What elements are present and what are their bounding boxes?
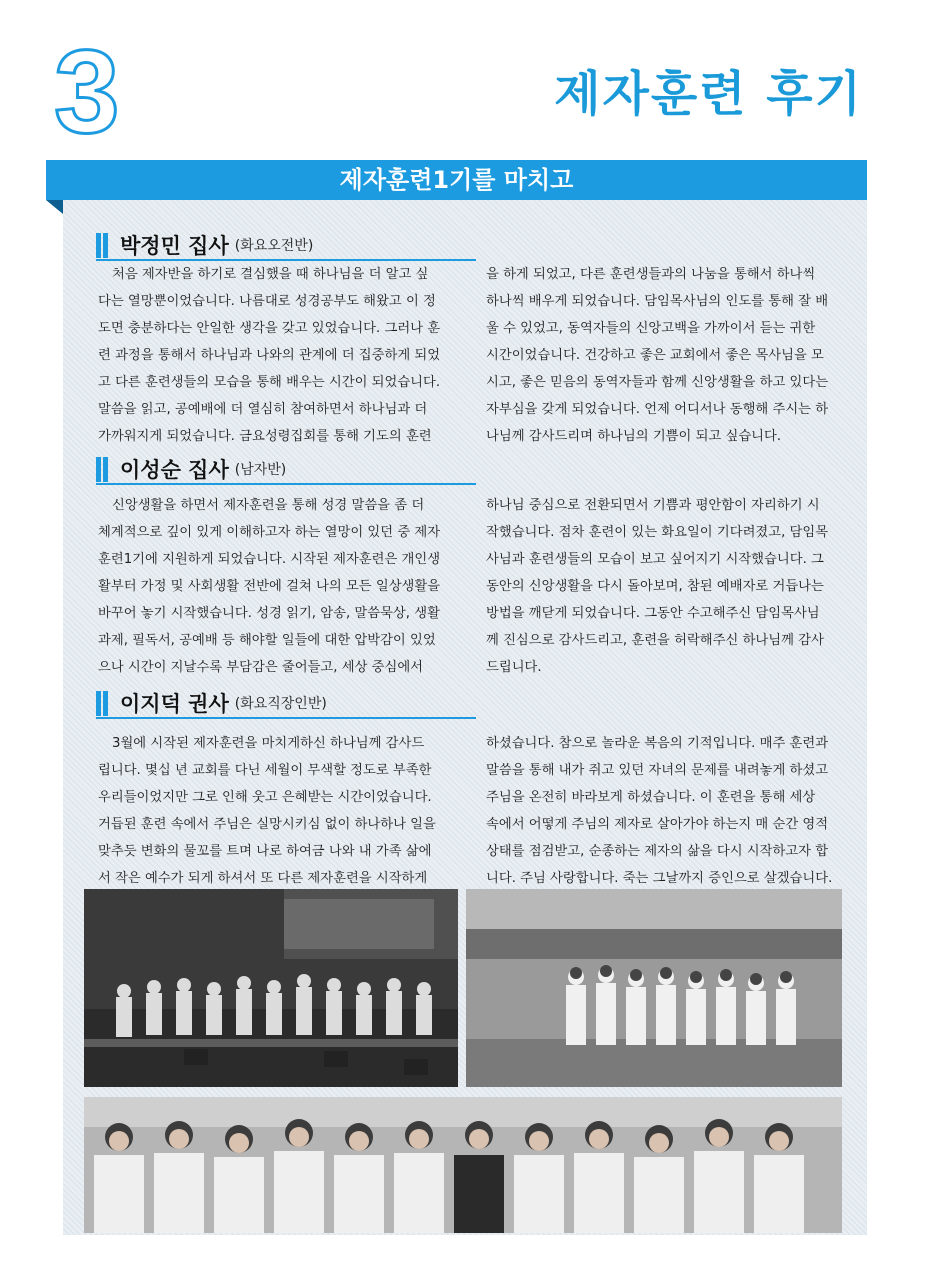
author-name: 이지덕 권사: [120, 692, 229, 716]
author-name: 이성순 집사: [120, 458, 229, 482]
text-line: 우리들이었지만 그로 인해 웃고 은혜받는 시간이었습니다.: [98, 790, 432, 805]
text-line: 처음 제자반을 하기로 결심했을 때 하나님을 더 알고 싶: [112, 267, 429, 282]
text-line: 도면 충분하다는 안일한 생각을 갖고 있었습니다. 그러나 훈: [98, 321, 441, 336]
section-header-2: [96, 454, 286, 484]
section-3-left-column: [98, 730, 458, 892]
text-line: 께 진심으로 감사드리고, 훈련을 허락해주신 하나님께 감사: [486, 633, 824, 648]
section-marker: [103, 457, 108, 482]
section-1-right-column: [486, 261, 846, 450]
text-line: 동안의 신앙생활을 다시 돌아보며, 참된 예배자로 거듭나는: [486, 579, 824, 594]
section-marker: [96, 691, 101, 716]
text-line: 활부터 가정 및 사회생활 전반에 걸쳐 나의 모든 일상생활을: [98, 579, 441, 594]
author-group: (화요오전반): [234, 238, 314, 254]
section-underline: [96, 717, 476, 719]
photo-stage-group: [84, 889, 458, 1087]
text-line: 고 다른 훈련생들의 모습을 통해 배우는 시간이 되었습니다.: [98, 375, 441, 390]
section-3-right-column: [486, 730, 846, 892]
section-marker: [96, 457, 101, 482]
author-group: (화요직장인반): [234, 696, 327, 712]
section-2-left-column: [98, 492, 458, 681]
text-line: 시고, 좋은 믿음의 동역자들과 함께 신앙생활을 하고 있다는: [486, 375, 829, 390]
section-header-1: [96, 230, 313, 260]
text-line: 주님을 온전히 바라보게 하셨습니다. 이 훈련을 통해 세상: [486, 790, 816, 805]
page-title: 제자훈련 후기: [554, 66, 863, 122]
text-line: 립니다. 몇십 년 교회를 다닌 세월이 무색할 정도로 부족한: [98, 763, 432, 778]
section-marker: [96, 233, 101, 258]
section-header-3: [96, 688, 327, 718]
section-marker: [103, 233, 108, 258]
text-line: 말씀을 통해 내가 쥐고 있던 자녀의 문제를 내려놓게 하셨고: [486, 763, 829, 778]
text-line: 맞추듯 변화의 물꼬를 트며 나로 하여금 나와 내 가족 삶에: [98, 844, 432, 859]
text-line: 시간이었습니다. 건강하고 좋은 교회에서 좋은 목사님을 모: [486, 348, 824, 363]
page-number-3: [52, 40, 132, 138]
svg-text:3: 3: [54, 40, 120, 138]
text-line: 훈련1기에 지원하게 되었습니다. 시작된 제자훈련은 개인생: [98, 552, 441, 567]
photo-group-portrait: [84, 1097, 842, 1233]
text-line: 을 하게 되었고, 다른 훈련생들과의 나눔을 통해서 하나씩: [486, 267, 816, 282]
section-2-right-column: [486, 492, 846, 681]
text-line: 바꾸어 놓기 시작했습니다. 성경 읽기, 암송, 말씀묵상, 생활: [98, 606, 440, 621]
text-line: 작했습니다. 점차 훈련이 있는 화요일이 기다려졌고, 담임목: [486, 525, 829, 540]
banner-title: 제자훈련1기를 마치고: [46, 160, 867, 200]
text-line: 상태를 점검받고, 순종하는 제자의 삶을 다시 시작하고자 합: [486, 844, 829, 859]
text-line: 가까워지게 되었습니다. 금요성령집회를 통해 기도의 훈련: [98, 429, 432, 444]
text-line: 자부심을 갖게 되었습니다. 언제 어디서나 동행해 주시는 하: [486, 402, 829, 417]
text-line: 나님께 감사드리며 하나님의 기쁨이 되고 싶습니다.: [486, 429, 782, 444]
author-group: (남자반): [234, 462, 287, 478]
text-line: 련 과정을 통해서 하나님과 나와의 관계에 더 집중하게 되었: [98, 348, 441, 363]
section-marker: [103, 691, 108, 716]
text-line: 과제, 필독서, 공예배 등 해야할 일들에 대한 압박감이 있었: [98, 633, 436, 648]
text-line: 서 작은 예수가 되게 하셔서 또 다른 제자훈련을 시작하게: [98, 871, 428, 886]
text-line: 드립니다.: [486, 660, 542, 675]
text-line: 하나씩 배우게 되었습니다. 담임목사님의 인도를 통해 잘 배: [486, 294, 829, 309]
text-line: 3월에 시작된 제자훈련을 마치게하신 하나님께 감사드: [112, 736, 425, 751]
photo-choir: [466, 889, 842, 1087]
text-line: 신앙생활을 하면서 제자훈련을 통해 성경 말씀을 좀 더: [112, 498, 425, 513]
text-line: 거듭된 훈련 속에서 주님은 실망시키심 없이 하나하나 일을: [98, 817, 436, 832]
text-line: 하셨습니다. 참으로 놀라운 복음의 기적입니다. 매주 훈련과: [486, 736, 829, 751]
text-line: 울 수 있었고, 동역자들의 신앙고백을 가까이서 듣는 귀한: [486, 321, 816, 336]
banner-fold: [46, 200, 63, 214]
text-line: 하나님 중심으로 전환되면서 기쁨과 평안함이 자리하기 시: [486, 498, 820, 513]
text-line: 체계적으로 깊이 있게 이해하고자 하는 열망이 있던 중 제자: [98, 525, 441, 540]
text-line: 니다. 주님 사랑합니다. 죽는 그날까지 증인으로 살겠습니다.: [486, 871, 833, 886]
author-name: 박정민 집사: [120, 234, 229, 258]
section-underline: [96, 483, 476, 485]
text-line: 방법을 깨닫게 되었습니다. 그동안 수고해주신 담임목사님: [486, 606, 820, 621]
text-line: 사님과 훈련생들의 모습이 보고 싶어지기 시작했습니다. 그: [486, 552, 824, 567]
section-1-left-column: [98, 261, 458, 450]
text-line: 속에서 어떻게 주님의 제자로 살아가야 하는지 매 순간 영적: [486, 817, 829, 832]
text-line: 으나 시간이 지날수록 부담감은 줄어들고, 세상 중심에서: [98, 660, 424, 675]
text-line: 다는 열망뿐이었습니다. 나름대로 성경공부도 해왔고 이 정: [98, 294, 436, 309]
text-line: 말씀을 읽고, 공예배에 더 열심히 참여하면서 하나님과 더: [98, 402, 428, 417]
